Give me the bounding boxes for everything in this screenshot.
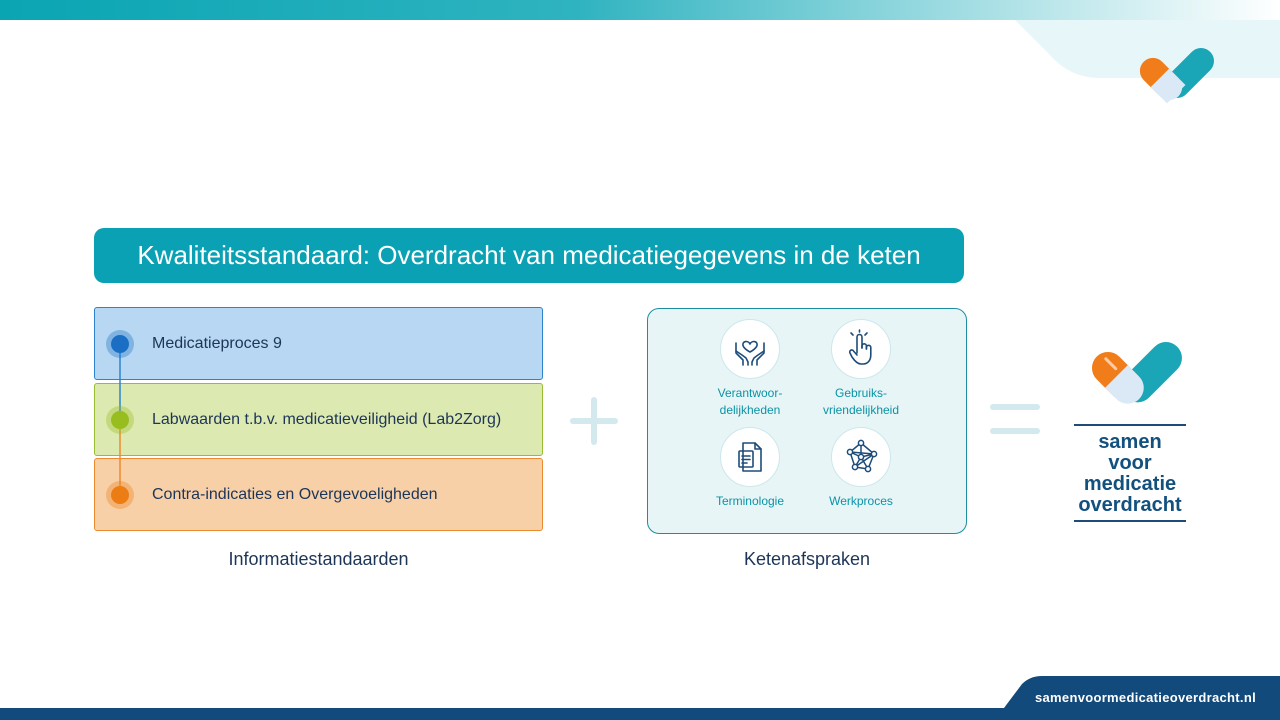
capsule-heart-logo-icon: [1126, 38, 1226, 110]
feature-label: vriendelijkheid: [822, 403, 900, 417]
standard-medicatieproces: [94, 307, 543, 380]
plus-icon: [568, 395, 620, 447]
timeline-connector: [100, 326, 140, 516]
standard-label: Labwaarden t.b.v. medicatieveiligheid (Lab2Zorg): [152, 410, 502, 428]
feature-verantwoordelijkheden: [690, 319, 810, 419]
standard-label: Contra-indicaties en Overgevoeligheden: [152, 485, 438, 503]
footer-url-link[interactable]: samenvoormedicatieoverdracht.nl: [1035, 690, 1256, 705]
feature-label: Terminologie: [715, 494, 785, 508]
standard-labwaarden: [94, 383, 543, 456]
pointer-finger-icon: [841, 329, 881, 369]
caption-informatiestandaarden: Informatiestandaarden: [228, 549, 409, 569]
brand-line: medicatie: [1083, 473, 1177, 495]
brand-wordmark: [1074, 424, 1186, 522]
equals-icon: [990, 402, 1040, 436]
caption-ketenafspraken: Ketenafspraken: [743, 549, 871, 569]
feature-terminologie: [690, 427, 810, 510]
brand-line: overdracht: [1078, 494, 1182, 516]
network-icon: [841, 437, 881, 477]
feature-label: Werkproces: [829, 494, 893, 508]
standard-label: Medicatieproces 9: [152, 334, 282, 352]
feature-gebruiksvriendelijkheid: [801, 319, 921, 419]
document-icon: [730, 437, 770, 477]
standard-contra-indicaties: [94, 458, 543, 531]
feature-label: Gebruiks-: [834, 386, 887, 400]
feature-werkproces: [801, 427, 921, 510]
brand-line: samen voor: [1098, 431, 1162, 474]
feature-label: Verantwoor-: [717, 386, 783, 400]
page-title: Kwaliteitsstandaard: Overdracht van medicatiegegevens in de keten: [94, 228, 964, 283]
feature-label: delijkheden: [719, 403, 781, 417]
hands-heart-icon: [730, 329, 770, 369]
ketenafspraken-panel: [647, 308, 967, 534]
samen-voor-medicatie-overdracht-logo-icon: [1080, 330, 1192, 414]
header-band: [0, 0, 1280, 80]
